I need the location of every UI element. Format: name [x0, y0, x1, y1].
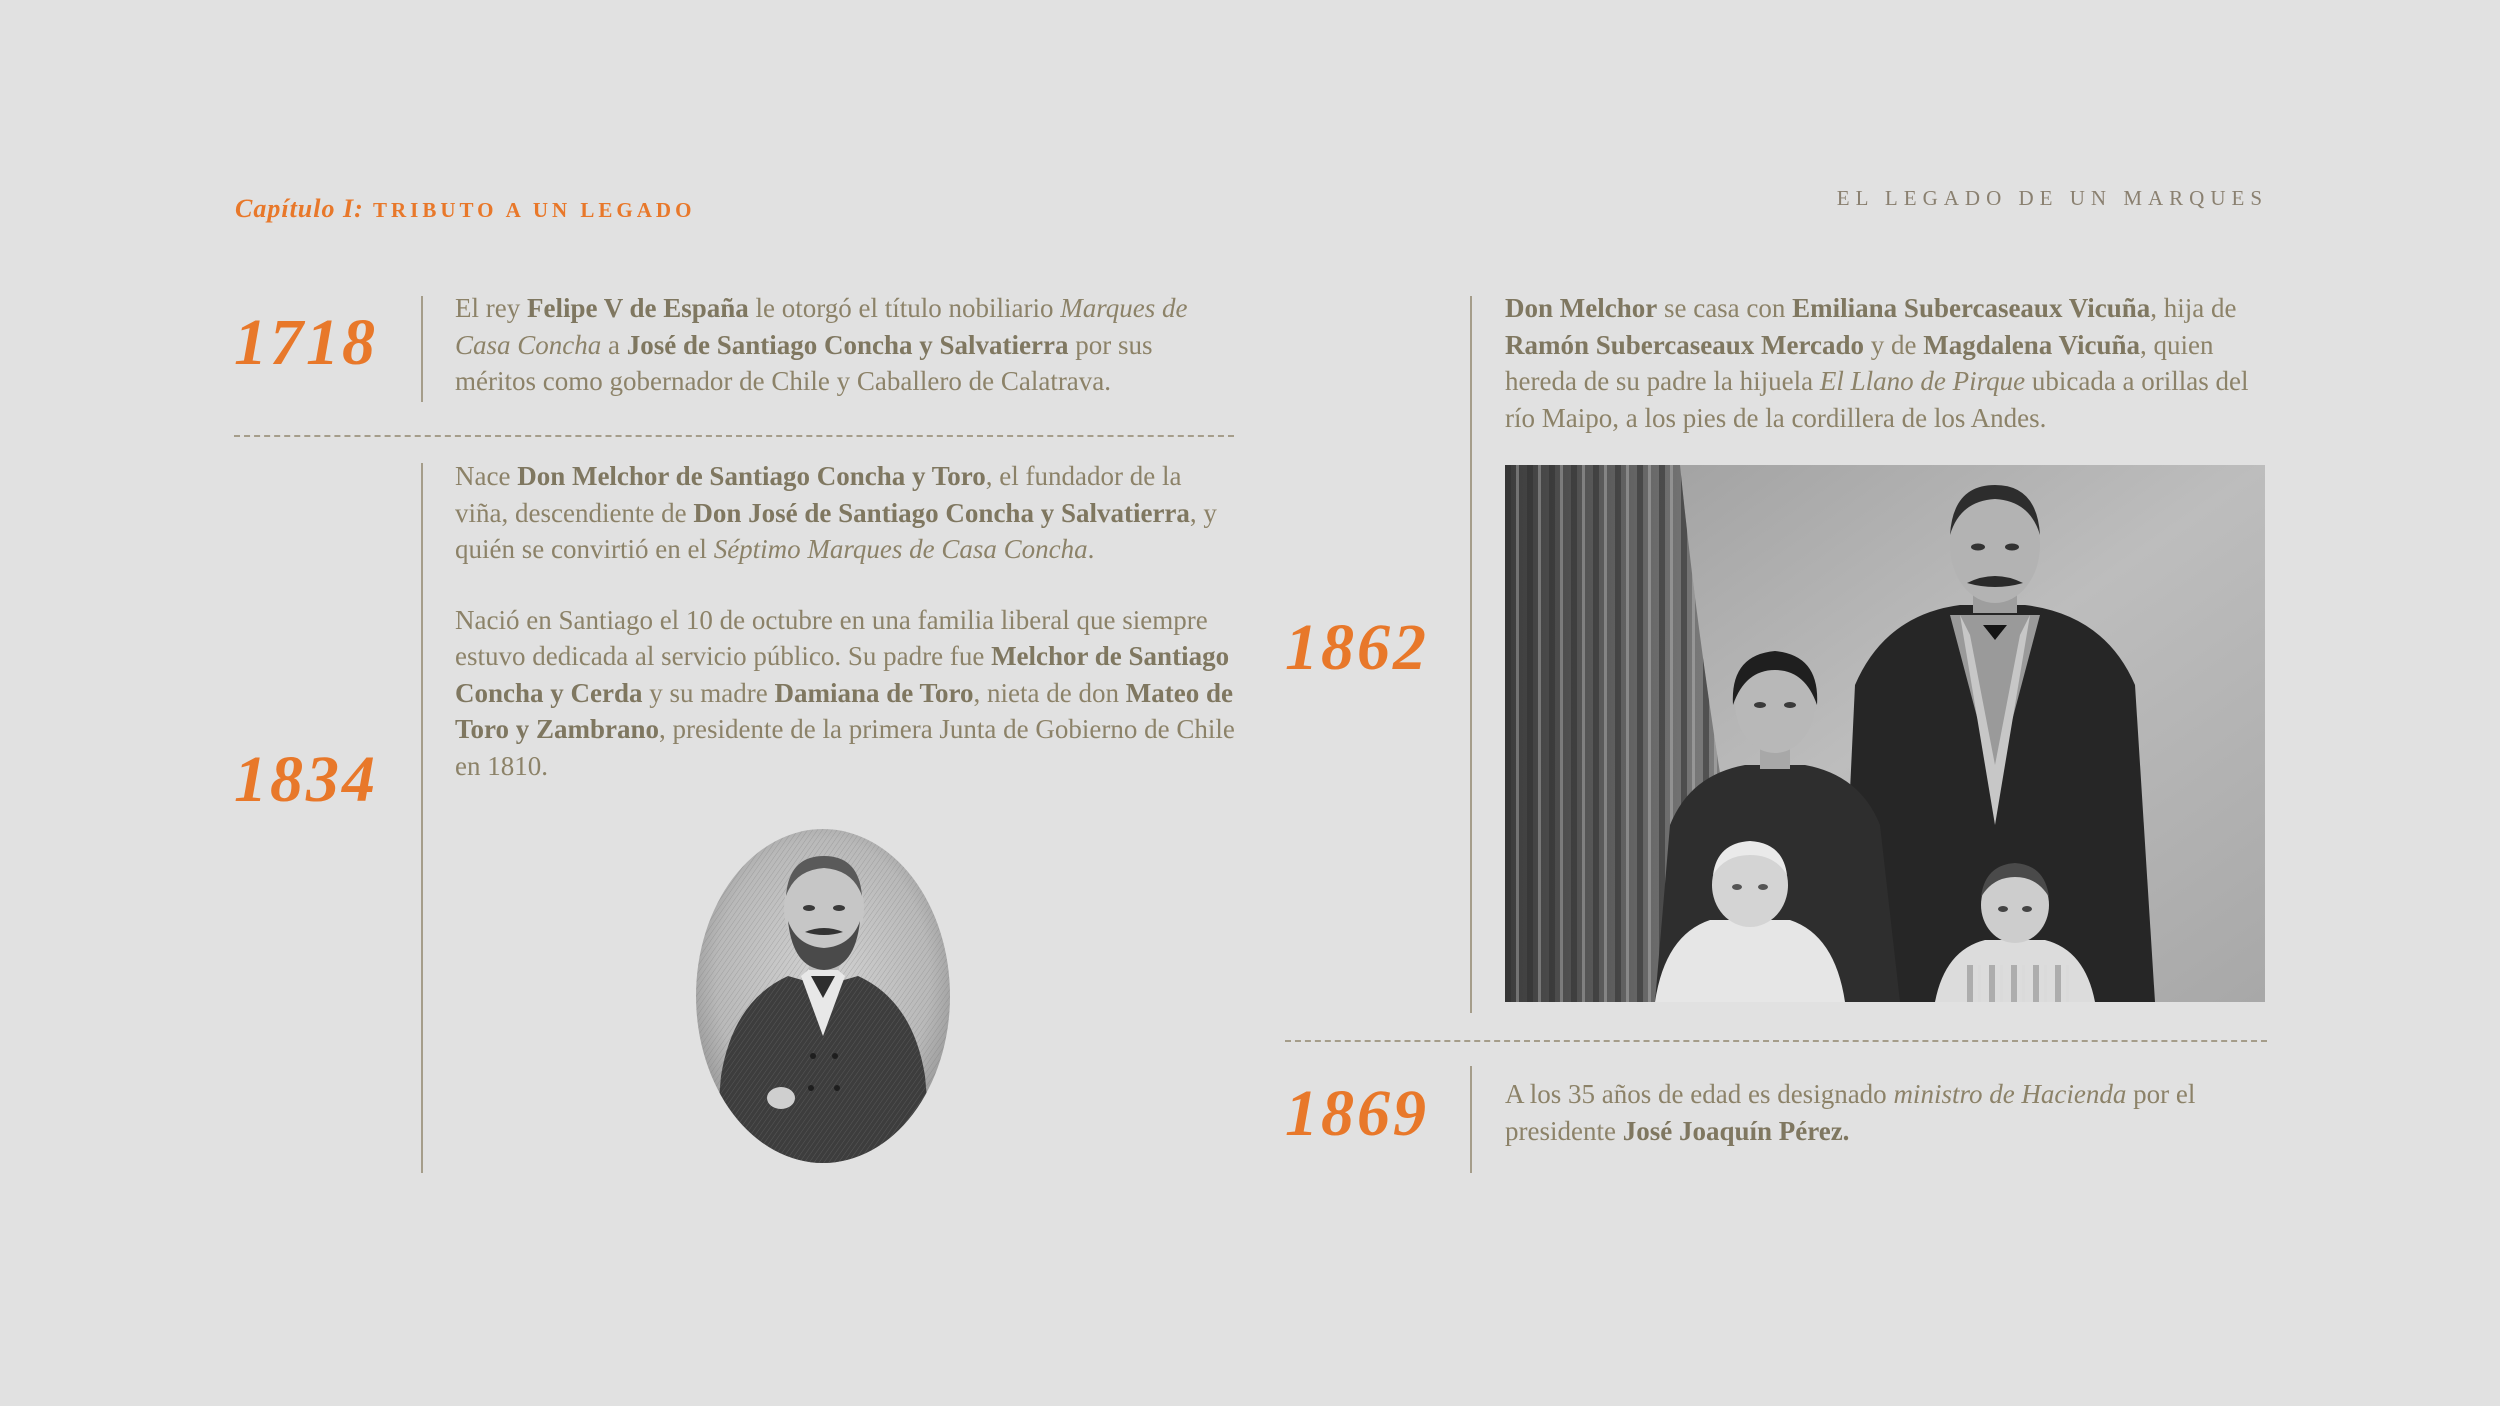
portrait-engraving-image: [693, 826, 953, 1166]
timeline-rule-1862: [1470, 296, 1472, 1013]
family-photograph: [1505, 465, 2265, 1002]
chapter-label: Capítulo I:: [235, 194, 364, 223]
section-divider-2: [1285, 1040, 2267, 1042]
year-1718: 1718: [234, 306, 378, 379]
entry-1718-text: El rey Felipe V de España le otorgó el título nobiliario Marques de Casa Concha a José de Santiago Concha y Salvatierra por sus méritos como gobernador de Chile y Caballero de Calatrava.: [455, 293, 1188, 396]
entry-1862-text: Don Melchor se casa con Emiliana Subercaseaux Vicuña, hija de Ramón Subercaseaux Mercado y de Magdalena Vicuña, quien hereda de su padre la hijuela El Llano de Pirque ubicada a orillas del río Maipo, a los pies de la cordillera de los Andes.: [1505, 293, 2249, 433]
year-1869: 1869: [1285, 1077, 1429, 1150]
entry-1834-text: [455, 458, 1235, 784]
portrait-engraving-art: [693, 826, 953, 1166]
section-divider-1: [234, 435, 1234, 437]
year-1834: 1834: [234, 743, 378, 816]
timeline-rule-1869: [1470, 1066, 1472, 1173]
entry-1869-text: A los 35 años de edad es designado ministro de Hacienda por el presidente José Joaquín Pérez.: [1505, 1079, 2196, 1146]
entry-1834-paragraph-1: Nace Don Melchor de Santiago Concha y Toro, el fundador de la viña, descendiente de Don José de Santiago Concha y Salvatierra, y quién se convirtió en el Séptimo Marques de Casa Concha.: [455, 461, 1217, 564]
year-1862: 1862: [1285, 611, 1429, 684]
book-title: EL LEGADO DE UN MARQUES: [1836, 186, 2268, 210]
timeline-rule-1718: [421, 296, 423, 402]
chapter-title: TRIBUTO A UN LEGADO: [373, 198, 696, 222]
family-photograph-art: [1505, 465, 2265, 1002]
entry-1834-paragraph-2: Nació en Santiago el 10 de octubre en una familia liberal que siempre estuvo dedicada al servicio público. Su padre fue Melchor de Santiago Concha y Cerda y su madre Damiana de Toro, nieta de don Mateo de Toro y Zambrano, presidente de la primera Junta de Gobierno de Chile en 1810.: [455, 604, 1235, 781]
timeline-rule-1834: [421, 463, 423, 1173]
chapter-heading: [235, 194, 695, 224]
